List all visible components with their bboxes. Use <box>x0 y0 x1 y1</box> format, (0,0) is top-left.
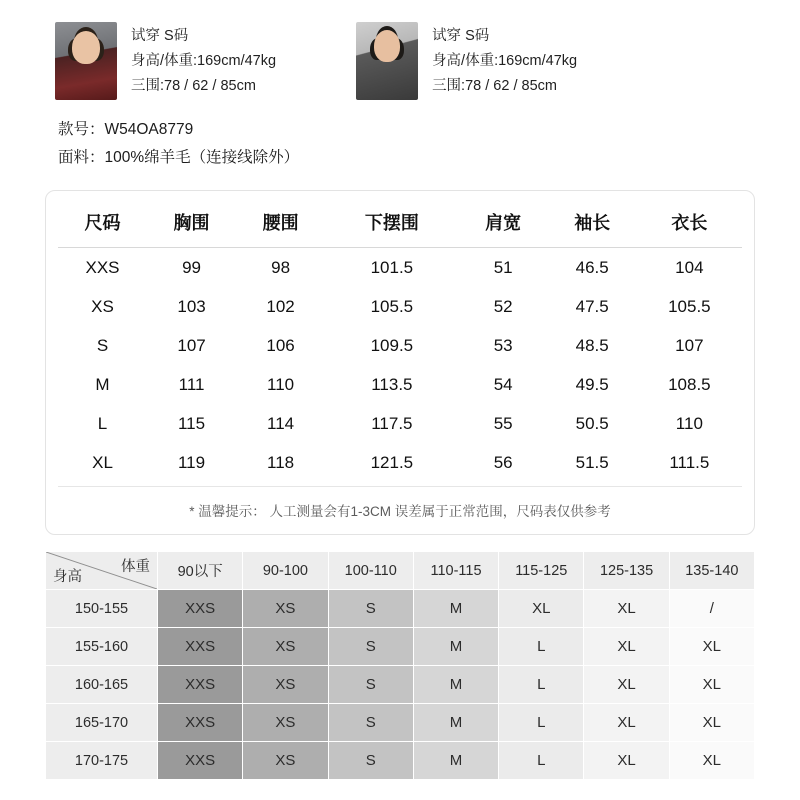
recommended-size-cell: XS <box>243 666 328 704</box>
measurement-cell: 106 <box>266 336 295 355</box>
measurement-cell: 48.5 <box>575 336 609 355</box>
weight-range-header: 110-115 <box>413 552 498 590</box>
table-row <box>46 704 755 742</box>
recommended-size-cell: M <box>413 666 498 704</box>
measurement-cell: 114 <box>267 414 295 433</box>
measurement-cell: 46.5 <box>575 258 609 277</box>
size-label-cell: XS <box>91 297 114 316</box>
recommended-size-cell: XS <box>243 742 328 780</box>
weight-range-header: 90以下 <box>158 552 243 590</box>
recommendation-header-row <box>46 552 755 590</box>
measurement-cell: 110 <box>267 375 295 394</box>
height-range-label: 160-165 <box>46 666 158 704</box>
weight-range-header: 115-125 <box>499 552 584 590</box>
recommendation-head <box>46 552 755 590</box>
size-column-header: 肩宽 <box>485 213 522 233</box>
table-row <box>58 287 742 326</box>
recommended-size-cell: S <box>328 666 413 704</box>
measurement-cell: 54 <box>493 375 513 394</box>
height-range-label: 150-155 <box>46 590 158 628</box>
recommended-size-cell: M <box>413 590 498 628</box>
recommended-size-cell: XXS <box>158 590 243 628</box>
measurement-cell: 56 <box>493 453 513 472</box>
recommended-size-cell: XL <box>584 742 669 780</box>
measurement-cell: 117.5 <box>371 414 413 433</box>
measurement-note: * 温馨提示： 人工测量会有1-3CM 误差属于正常范围，尺码表仅供参考 <box>58 486 742 528</box>
measurement-cell: 51.5 <box>575 453 609 472</box>
recommended-size-cell: L <box>499 704 584 742</box>
recommended-size-cell: L <box>499 742 584 780</box>
recommended-size-cell: XL <box>584 590 669 628</box>
table-row <box>46 590 755 628</box>
measurement-cell: 115 <box>177 414 206 433</box>
measurement-cell: 118 <box>267 453 295 472</box>
size-recommendation-table <box>45 551 755 780</box>
height-range-label: 165-170 <box>46 704 158 742</box>
recommendation-body <box>46 590 755 780</box>
size-chart-head <box>58 199 742 248</box>
axis-corner-cell <box>46 552 158 590</box>
size-label-cell: S <box>96 336 109 355</box>
measurement-cell: 51 <box>493 258 513 277</box>
size-column-header: 下摆围 <box>364 213 419 233</box>
table-row <box>58 443 742 482</box>
recommended-size-cell: XL <box>584 628 669 666</box>
size-label-cell: L <box>97 414 108 433</box>
model-height-weight-line: 身高/体重:169cm/47kg <box>131 53 277 69</box>
weight-range-header: 90-100 <box>243 552 328 590</box>
recommended-size-cell: XXS <box>158 666 243 704</box>
recommended-size-cell: M <box>413 704 498 742</box>
model-photo-grey-blazer <box>356 22 418 100</box>
table-row <box>58 326 742 365</box>
measurement-cell: 105.5 <box>370 297 414 316</box>
recommended-size-cell: L <box>499 628 584 666</box>
model-info-section <box>0 0 800 100</box>
measurement-cell: 49.5 <box>575 375 609 394</box>
weight-range-header: 125-135 <box>584 552 669 590</box>
measurement-cell: 53 <box>493 336 513 355</box>
size-column-header: 袖长 <box>574 213 611 233</box>
model-size-line: 试穿 S码 <box>131 28 189 44</box>
recommended-size-cell: XS <box>243 704 328 742</box>
table-row <box>58 404 742 443</box>
recommended-size-cell: M <box>413 628 498 666</box>
recommended-size-cell: S <box>328 742 413 780</box>
model-height-weight-line: 身高/体重:169cm/47kg <box>432 53 578 69</box>
recommended-size-cell: XL <box>499 590 584 628</box>
recommended-size-cell: XS <box>243 628 328 666</box>
recommended-size-cell: XXS <box>158 704 243 742</box>
model-measurements-line: 三围:78 / 62 / 85cm <box>131 78 256 94</box>
recommended-size-cell: XL <box>669 742 754 780</box>
recommended-size-cell: L <box>499 666 584 704</box>
size-column-header: 胸围 <box>173 213 210 233</box>
measurement-cell: 102 <box>266 297 295 316</box>
model-details <box>432 22 577 99</box>
table-row <box>46 628 755 666</box>
recommended-size-cell: XL <box>669 628 754 666</box>
weight-range-header: 100-110 <box>328 552 413 590</box>
recommended-size-cell: XL <box>669 666 754 704</box>
model-card <box>356 22 577 100</box>
measurement-cell: 108.5 <box>668 375 711 394</box>
size-chart-card <box>45 190 755 535</box>
measurement-cell: 113.5 <box>371 375 413 394</box>
recommended-size-cell: XL <box>584 704 669 742</box>
model-measurements-line: 三围:78 / 62 / 85cm <box>432 78 557 94</box>
height-axis-label: 身高 <box>53 569 82 585</box>
weight-range-header: 135-140 <box>669 552 754 590</box>
product-spec-section <box>0 100 800 172</box>
measurement-cell: 50.5 <box>575 414 609 433</box>
recommended-size-cell: XL <box>584 666 669 704</box>
model-size-line: 试穿 S码 <box>432 28 490 44</box>
recommended-size-cell: XXS <box>158 628 243 666</box>
size-label-cell: XXS <box>85 258 120 277</box>
measurement-cell: 111 <box>178 375 205 394</box>
height-range-label: 155-160 <box>46 628 158 666</box>
fabric-composition: 面料：100%绵羊毛（连接线除外） <box>58 149 300 166</box>
recommended-size-cell: S <box>328 704 413 742</box>
measurement-cell: 121.5 <box>370 453 414 472</box>
measurement-cell: 109.5 <box>370 336 414 355</box>
measurement-cell: 107 <box>177 336 206 355</box>
size-column-header: 衣长 <box>671 213 708 233</box>
size-column-header: 腰围 <box>262 213 299 233</box>
recommended-size-cell: XS <box>243 590 328 628</box>
measurement-cell: 99 <box>182 258 201 277</box>
size-column-header: 尺码 <box>84 213 121 233</box>
recommended-size-cell: S <box>328 590 413 628</box>
measurement-cell: 103 <box>177 297 206 316</box>
table-row <box>46 742 755 780</box>
measurement-cell: 105.5 <box>668 297 711 316</box>
weight-axis-label: 体重 <box>121 559 150 575</box>
measurement-cell: 98 <box>271 258 291 277</box>
size-chart-table <box>58 199 742 482</box>
recommended-size-cell: XXS <box>158 742 243 780</box>
measurement-cell: 110 <box>675 414 703 433</box>
size-chart-body <box>58 248 742 483</box>
size-label-cell: M <box>95 375 110 394</box>
measurement-cell: 55 <box>493 414 513 433</box>
recommended-size-cell: / <box>669 590 754 628</box>
measurement-cell: 52 <box>493 297 513 316</box>
model-details <box>131 22 276 99</box>
recommended-size-cell: XL <box>669 704 754 742</box>
table-row <box>58 365 742 404</box>
measurement-cell: 107 <box>675 336 704 355</box>
height-range-label: 170-175 <box>46 742 158 780</box>
measurement-cell: 104 <box>675 258 704 277</box>
model-card <box>55 22 276 100</box>
measurement-cell: 119 <box>177 453 206 472</box>
size-label-cell: XL <box>92 453 113 472</box>
measurement-cell: 101.5 <box>370 258 414 277</box>
table-row <box>58 248 742 288</box>
table-header-row <box>58 199 742 248</box>
recommended-size-cell: S <box>328 628 413 666</box>
style-number: 款号：W54OA8779 <box>58 121 194 138</box>
measurement-cell: 111.5 <box>669 453 710 472</box>
recommended-size-cell: M <box>413 742 498 780</box>
table-row <box>46 666 755 704</box>
model-photo-red-hoodie <box>55 22 117 100</box>
measurement-cell: 47.5 <box>575 297 609 316</box>
